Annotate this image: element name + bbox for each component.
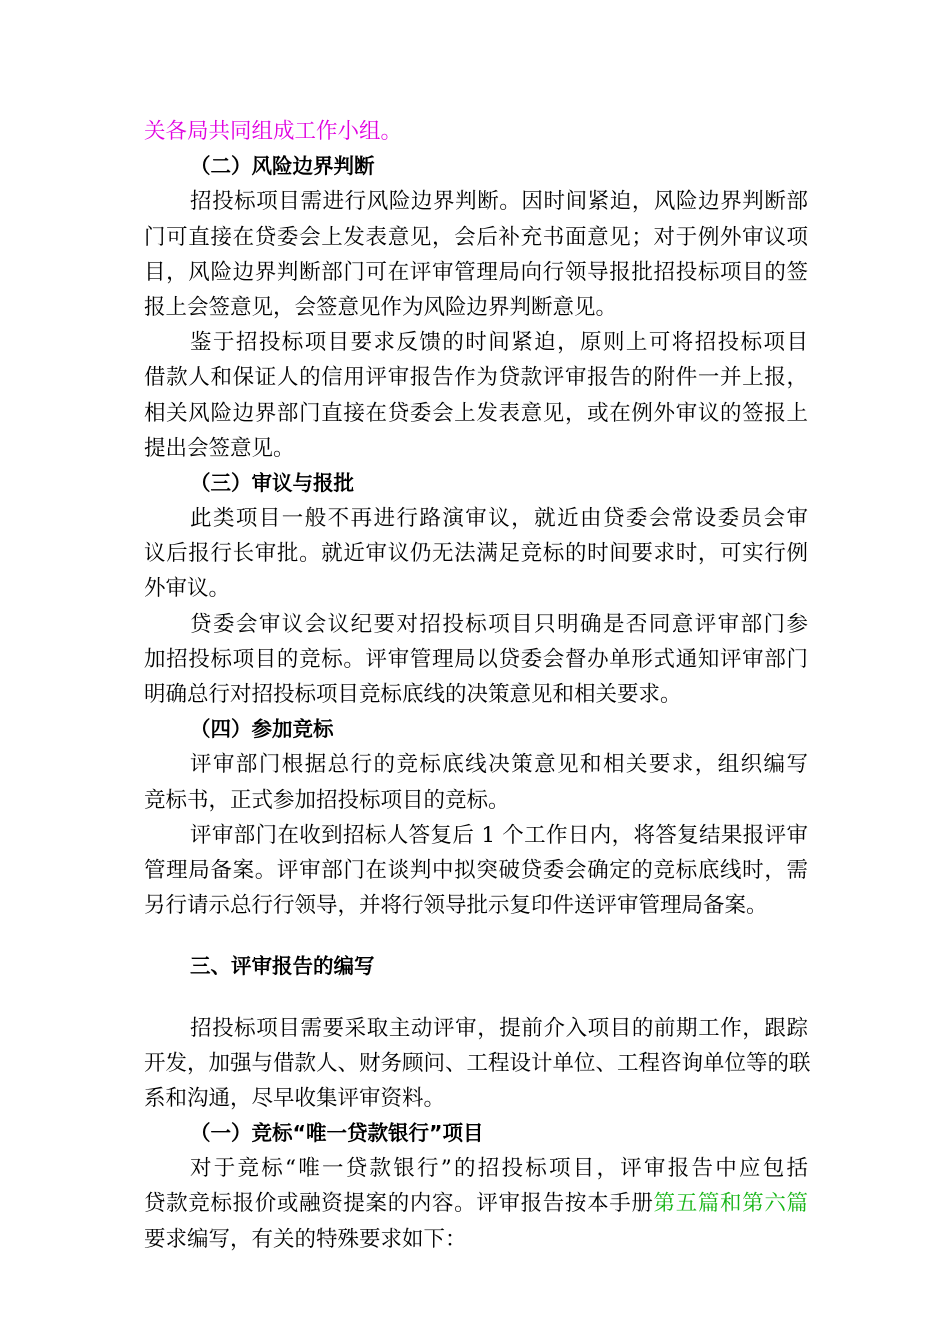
text-line: 议后报行长审批。就近审议仍无法满足竞标的时间要求时，可实行例: [144, 541, 808, 567]
text-line: 要求编写，有关的特殊要求如下：: [144, 1226, 467, 1252]
subheading-review-approval: （三）审议与报批: [190, 470, 354, 495]
text-line: 外审议。: [144, 576, 231, 602]
text-line: 相关风险边界部门直接在贷委会上发表意见，或在例外审议的签报上: [144, 400, 808, 426]
text-line: 系和沟通，尽早收集评审资料。: [144, 1085, 446, 1111]
paragraph-sole-lender: [144, 1151, 808, 1257]
text-line: 此类项目一般不再进行路演审议，就近由贷委会常设委员会审: [190, 506, 808, 532]
paragraph-review-approval-2: [144, 607, 808, 713]
text-line: 明确总行对招投标项目竞标底线的决策意见和相关要求。: [144, 682, 682, 707]
text-line: 招投标项目需进行风险边界判断。因时间紧迫，风险边界判断部: [190, 189, 808, 215]
paragraph-review-approval-1: [144, 501, 808, 607]
text-line: 评审部门根据总行的竞标底线决策意见和相关要求，组织编写: [190, 752, 808, 778]
subheading-risk-boundary: （二）风险边界判断: [190, 154, 375, 179]
text-line: 对于竞标“唯一贷款银行”的招投标项目，评审报告中应包括: [190, 1156, 808, 1182]
text-line: 管理局备案。评审部门在谈判中拟突破贷委会确定的竞标底线时，需: [144, 857, 808, 883]
text-line: 目，风险边界判断部门可在评审管理局向行领导报批招投标项目的签: [144, 259, 808, 285]
text-line: 招投标项目需要采取主动评审，提前介入项目的前期工作，跟踪: [190, 1015, 808, 1041]
text-segment: 贷款竞标报价或融资提案的内容。评审报告按本手册: [144, 1191, 654, 1217]
text-line: 竞标书，正式参加招投标项目的竞标。: [144, 787, 510, 813]
paragraph-risk-boundary-1: [144, 184, 808, 325]
section-heading-report-writing: 三、评审报告的编写: [190, 954, 375, 979]
text-line: 提出会签意见。: [144, 435, 295, 461]
paragraph-bidding-2: [144, 818, 808, 924]
subheading-bidding: （四）参加竞标: [190, 717, 334, 742]
paragraph-report-writing: [144, 1011, 811, 1117]
text-line: 借款人和保证人的信用评审报告作为贷款评审报告的附件一并上报，: [144, 365, 808, 391]
manual-chapter-link[interactable]: 第五篇和第六篇: [653, 1191, 808, 1217]
text-line: 鉴于招投标项目要求反馈的时间紧迫，原则上可将招投标项目: [190, 330, 808, 356]
text-line: 开发，加强与借款人、财务顾问、工程设计单位、工程咨询单位等的联: [144, 1050, 811, 1076]
text-line-with-link: [144, 1186, 808, 1221]
paragraph-bidding-1: [144, 747, 808, 817]
text-line: 贷委会审议会议纪要对招投标项目只明确是否同意评审部门参: [190, 611, 808, 637]
paragraph-risk-boundary-2: [144, 325, 808, 466]
text-line: 另行请示总行行领导，并将行领导批示复印件送评审管理局备案。: [144, 893, 768, 919]
document-page: [144, 114, 811, 1257]
text-line: 评审部门在收到招标人答复后 1 个工作日内，将答复结果报评审: [190, 822, 808, 848]
continued-text-line: 关各局共同组成工作小组。: [144, 119, 403, 144]
subheading-sole-lender: （一）竞标“唯一贷款银行”项目: [190, 1121, 484, 1146]
text-line: 门可直接在贷委会上发表意见，会后补充书面意见；对于例外审议项: [144, 224, 808, 250]
text-line: 加招投标项目的竞标。评审管理局以贷委会督办单形式通知评审部门: [144, 646, 808, 672]
text-line: 报上会签意见，会签意见作为风险边界判断意见。: [144, 294, 618, 320]
